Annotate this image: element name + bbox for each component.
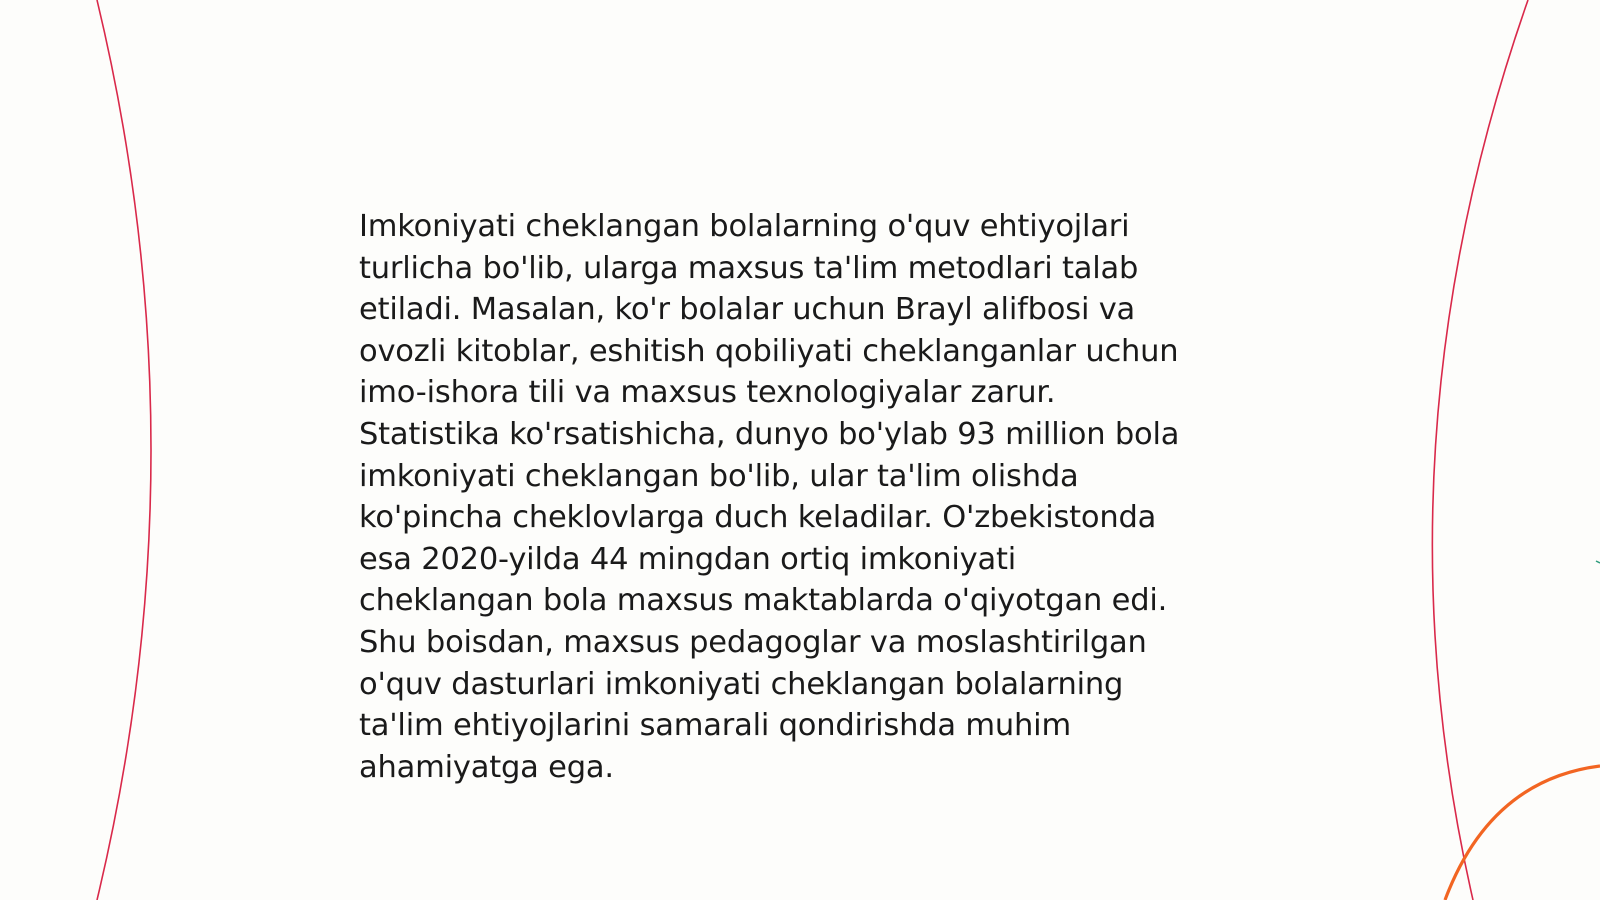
text-line: imkoniyati cheklangan bo'lib, ular ta'lim olishda [359, 458, 1079, 494]
text-line: imo-ishora tili va maxsus texnologiyalar zarur. [359, 375, 1056, 411]
text-line: turlicha bo'lib, ularga maxsus ta'lim metodlari talab [359, 250, 1139, 286]
text-line: Statistika ko'rsatishicha, dunyo bo'ylab 93 million bola [359, 416, 1180, 452]
left-curve-line [97, 0, 151, 900]
text-line: ta'lim ehtiyojlarini samarali qondirishda muhim [359, 708, 1071, 744]
text-line: Imkoniyati cheklangan bolalarning o'quv ehtiyojlari [359, 209, 1130, 244]
text-line: esa 2020-yilda 44 mingdan ortiq imkoniyati [359, 541, 1017, 577]
text-line: etiladi. Masalan, ko'r bolalar uchun Brayl alifbosi va [359, 292, 1136, 328]
text-line: cheklangan bola maxsus maktablarda o'qiyotgan edi. [359, 583, 1168, 619]
text-line: ko'pincha cheklovlarga duch keladilar. O'zbekistonda [359, 500, 1157, 536]
text-line: o'quv dasturlari imkoniyati cheklangan bolalarning [359, 666, 1124, 702]
text-line: ovozli kitoblar, eshitish qobiliyati cheklanganlar uchun [359, 333, 1179, 369]
edge-tick-mark [1596, 561, 1600, 563]
body-paragraph [359, 206, 1259, 788]
text-line: ahamiyatga ega. [359, 749, 614, 785]
text-line: Shu boisdan, maxsus pedagoglar va moslashtirilgan [359, 624, 1147, 660]
right-curve-line [1432, 0, 1528, 900]
